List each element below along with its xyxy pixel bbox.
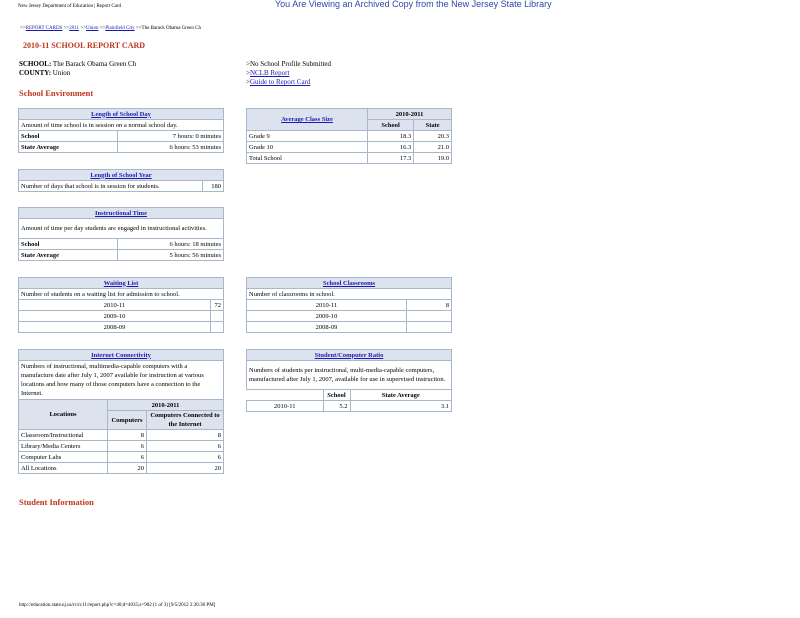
ratio-col-state: State Average — [350, 390, 452, 401]
report-title: 2010-11 SCHOOL REPORT CARD — [23, 41, 146, 50]
table-row — [247, 322, 452, 333]
row-location: Library/Media Centers — [19, 441, 108, 452]
length-day-desc: Amount of time school is in session on a normal school day. — [19, 120, 224, 131]
row-year: 2009-10 — [247, 311, 407, 322]
row-label: School — [19, 239, 118, 250]
breadcrumb-year[interactable]: 2011 — [69, 26, 80, 31]
guide-prefix: > — [246, 78, 250, 86]
row-year: 2010-11 — [247, 401, 324, 412]
table-row — [19, 181, 224, 192]
row-value — [407, 322, 452, 333]
page-footer-url: http://education.state.nj.us/rc/rc11/report.php?c=40;d=4035;s=902 (1 of 3) [9/5/2012 2:36:30 PM] — [19, 603, 216, 608]
county-label: COUNTY: — [19, 69, 52, 77]
table-row — [19, 452, 224, 463]
row-value: 72 — [211, 300, 224, 311]
length-day-header — [19, 109, 224, 120]
school-info — [19, 60, 136, 78]
table-row — [19, 142, 224, 153]
row-value — [211, 322, 224, 333]
row-connected: 6 — [147, 441, 224, 452]
breadcrumb — [20, 26, 201, 31]
breadcrumb-county[interactable]: Union — [85, 26, 99, 31]
row-label: Grade 10 — [247, 142, 368, 153]
length-of-school-year-table — [18, 169, 224, 192]
breadcrumb-district[interactable]: Plainfield City — [105, 26, 135, 31]
row-year: 2009-10 — [19, 311, 211, 322]
report-links — [246, 60, 331, 87]
table-row — [19, 131, 224, 142]
row-school: 18.3 — [368, 131, 414, 142]
row-connected: 6 — [147, 452, 224, 463]
table-row — [247, 153, 452, 164]
internet-desc: Numbers of instructional, multimedia-capable computers with a manufacture date after July 1, 2007 available for instruction at various locations and how many of those computers have a connection to the Internet. — [19, 361, 224, 400]
breadcrumb-school: >>The Barack Obama Green Ch — [134, 26, 201, 31]
table-row — [19, 463, 224, 474]
row-year: 2010-11 — [19, 300, 211, 311]
length-year-value: 180 — [203, 181, 224, 192]
waiting-list-table — [18, 277, 224, 333]
row-location: All Locations — [19, 463, 108, 474]
length-of-school-day-table — [18, 108, 224, 153]
instr-time-desc: Amount of time per day students are engaged in instructional activities. — [19, 219, 224, 239]
classrooms-title-link[interactable]: School Classrooms — [322, 279, 376, 287]
ratio-col-school: School — [323, 390, 350, 401]
row-value: 6 hours: 18 minutes — [118, 239, 224, 250]
waiting-list-header — [19, 278, 224, 289]
internet-year: 2010-2011 — [108, 400, 224, 411]
row-computers: 6 — [108, 452, 147, 463]
row-school: 17.3 — [368, 153, 414, 164]
row-label: Grade 9 — [247, 131, 368, 142]
row-value: 7 hours: 0 minutes — [118, 131, 224, 142]
breadcrumb-sep: >> — [62, 26, 70, 31]
archive-banner: You Are Viewing an Archived Copy from the New Jersey State Library — [275, 0, 552, 9]
table-row — [19, 322, 224, 333]
row-value: 5 hours: 56 minutes — [118, 250, 224, 261]
section-school-environment: School Environment — [19, 88, 94, 98]
school-classrooms-table — [246, 277, 452, 333]
internet-title-link[interactable]: Internet Connectivity — [91, 351, 151, 359]
row-value: 8 — [407, 300, 452, 311]
breadcrumb-report-cards[interactable]: REPORT CARDS — [25, 26, 63, 31]
table-row — [247, 311, 452, 322]
table-row — [19, 311, 224, 322]
table-row — [247, 142, 452, 153]
length-year-header — [19, 170, 224, 181]
table-row — [19, 300, 224, 311]
row-school: 16.3 — [368, 142, 414, 153]
row-value: 6 hours: 53 minutes — [118, 142, 224, 153]
nclb-prefix: > — [246, 69, 250, 77]
row-location: Classroom/Instructional — [19, 430, 108, 441]
row-state: 3.1 — [350, 401, 452, 412]
row-computers: 8 — [108, 430, 147, 441]
classrooms-desc: Number of classrooms in school. — [247, 289, 452, 300]
ratio-desc: Numbers of students per instructional, multi-media-capable computers, manufactured after July 1, 2007, available for use in supervised instruction. — [247, 361, 452, 390]
county-value: Union — [51, 69, 71, 77]
student-computer-ratio-table — [246, 349, 452, 412]
instr-time-title-link[interactable]: Instructional Time — [95, 209, 147, 217]
waiting-list-title-link[interactable]: Waiting List — [103, 279, 139, 287]
table-row — [19, 239, 224, 250]
row-value — [407, 311, 452, 322]
row-label: School — [19, 131, 118, 142]
length-day-title-link[interactable]: Length of School Day — [91, 110, 151, 118]
row-state: 21.0 — [414, 142, 452, 153]
row-label: Total School — [247, 153, 368, 164]
breadcrumb-prefix: >> — [20, 26, 26, 31]
row-year: 2010-11 — [247, 300, 407, 311]
class-size-title-link[interactable]: Average Class Size — [281, 116, 333, 123]
row-computers: 20 — [108, 463, 147, 474]
class-size-col-school: School — [368, 120, 414, 131]
school-value: The Barack Obama Green Ch — [51, 60, 137, 68]
ratio-blank-cell — [247, 390, 324, 401]
ratio-title-link[interactable]: Student/Computer Ratio — [314, 351, 384, 359]
waiting-list-desc: Number of students on a waiting list for admission to school. — [19, 289, 224, 300]
row-connected: 20 — [147, 463, 224, 474]
class-size-year: 2010-2011 — [368, 109, 452, 120]
class-size-col-state: State — [414, 120, 452, 131]
row-label: State Average — [19, 250, 118, 261]
table-row — [247, 300, 452, 311]
school-label: SCHOOL: — [19, 60, 52, 68]
page-header-title: New Jersey Department of Education | Report Card — [18, 4, 122, 9]
row-school: 5.2 — [323, 401, 350, 412]
row-year: 2008-09 — [247, 322, 407, 333]
guide-link[interactable]: Guide to Report Card — [249, 78, 311, 86]
breadcrumb-sep: >> — [98, 26, 106, 31]
internet-col-connected: Computers Connected to the Internet — [147, 411, 224, 430]
average-class-size-table — [246, 108, 452, 164]
row-state: 19.0 — [414, 153, 452, 164]
table-row — [19, 441, 224, 452]
internet-connectivity-table — [18, 349, 224, 474]
internet-header — [19, 350, 224, 361]
internet-col-computers: Computers — [108, 411, 147, 430]
row-connected: 8 — [147, 430, 224, 441]
row-year: 2008-09 — [19, 322, 211, 333]
table-row — [19, 250, 224, 261]
row-location: Computer Labs — [19, 452, 108, 463]
row-label: State Average — [19, 142, 118, 153]
instructional-time-table — [18, 207, 224, 261]
breadcrumb-sep: >> — [79, 26, 86, 31]
internet-col-locations: Locations — [19, 400, 108, 430]
ratio-header — [247, 350, 452, 361]
no-profile-text: >No School Profile Submitted — [246, 60, 332, 68]
row-value — [211, 311, 224, 322]
length-year-title-link[interactable]: Length of School Year — [90, 171, 152, 179]
length-year-desc: Number of days that school is in session for students. — [19, 181, 203, 192]
instr-time-header — [19, 208, 224, 219]
table-row — [19, 430, 224, 441]
section-student-information: Student Information — [19, 497, 94, 507]
row-state: 20.3 — [414, 131, 452, 142]
classrooms-header — [247, 278, 452, 289]
table-row — [247, 401, 452, 412]
nclb-report-link[interactable]: NCLB Report — [249, 69, 290, 77]
table-row — [247, 131, 452, 142]
row-computers: 6 — [108, 441, 147, 452]
class-size-header — [247, 109, 368, 131]
